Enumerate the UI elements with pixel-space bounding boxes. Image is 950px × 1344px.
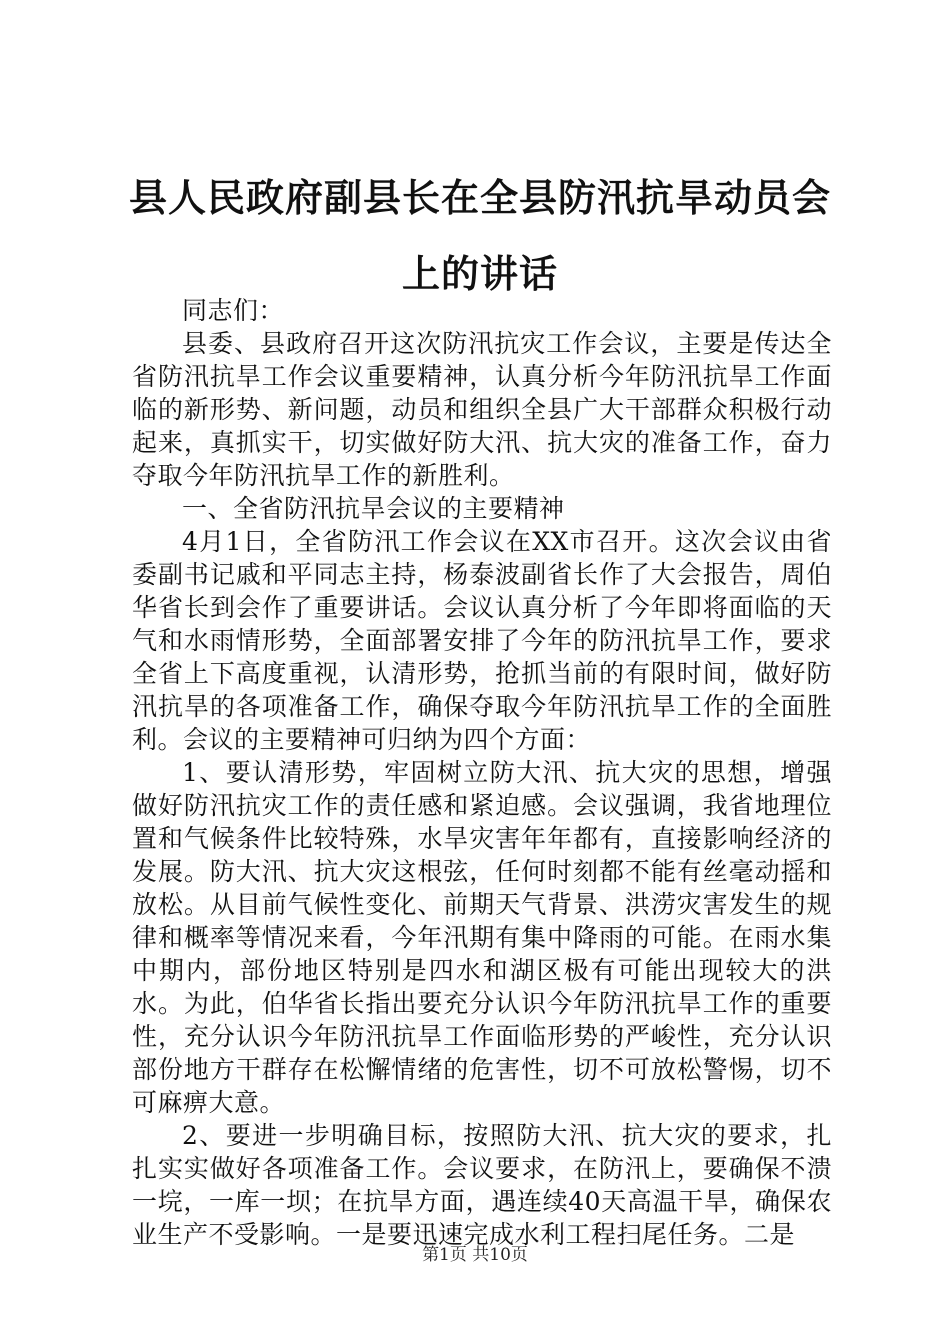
page-number-footer: 第1页 共10页 — [422, 1245, 528, 1265]
intro-paragraph: 县委、县政府召开这次防汛抗灾工作会议，主要是传达全省防汛抗旱工作会议重要精神，认真分析今年防汛抗旱工作面临的新形势、新问题，动员和组织全县广大干部群众积极行动起来，真抓实干，切实做好防大汛、抗大灾的准备工作，奋力夺取今年防汛抗旱工作的新胜利。 — [132, 329, 832, 490]
body-paragraph: 1、要认清形势，牢固树立防大汛、抗大灾的思想，增强做好防汛抗灾工作的责任感和紧迫感。会议强调，我省地理位置和气候条件比较特殊，水旱灾害年年都有，直接影响经济的发展。防大汛、抗大灾这根弦，任何时刻都不能有丝毫动摇和放松。从目前气候性变化、前期天气背景、洪涝灾害发生的规律和概率等情况来看，今年汛期有集中降雨的可能。在雨水集中期内，部份地区特别是四水和湖区极有可能出现较大的洪水。为此，伯华省长指出要充分认识今年防汛抗旱工作的重要性，充分认识今年防汛抗旱工作面临形势的严峻性，充分认识部份地方干群存在松懈情绪的危害性，切不可放松警惕，切不可麻痹大意。 — [132, 758, 832, 1117]
section-heading: 一、全省防汛抗旱会议的主要精神 — [182, 494, 565, 523]
document-title: 县人民政府副县长在全县防汛抗旱动员会上的讲话 — [128, 176, 831, 296]
body-paragraph: 4月1日，全省防汛工作会议在XX市召开。这次会议由省委副书记戚和平同志主持，杨泰波副省长作了大会报告，周伯华省长到会作了重要讲话。会议认真分析了今年即将面临的天气和水雨情形势，全面部署安排了今年的防汛抗旱工作，要求全省上下高度重视，认清形势，抢抓当前的有限时间，做好防汛抗旱的各项准备工作，确保夺取今年防汛抗旱工作的全面胜利。会议的主要精神可归纳为四个方面： — [132, 527, 832, 754]
salutation-paragraph: 同志们： — [182, 296, 285, 325]
body-paragraph: 2、要进一步明确目标，按照防大汛、抗大灾的要求，扎扎实实做好各项准备工作。会议要求，在防汛上，要确保不溃一垸，一库一坝；在抗旱方面，遇连续40天高温干旱，确保农业生产不受影响。一是要迅速完成水利工程扫尾任务。二是 — [132, 1121, 832, 1249]
document-body — [132, 294, 832, 1251]
